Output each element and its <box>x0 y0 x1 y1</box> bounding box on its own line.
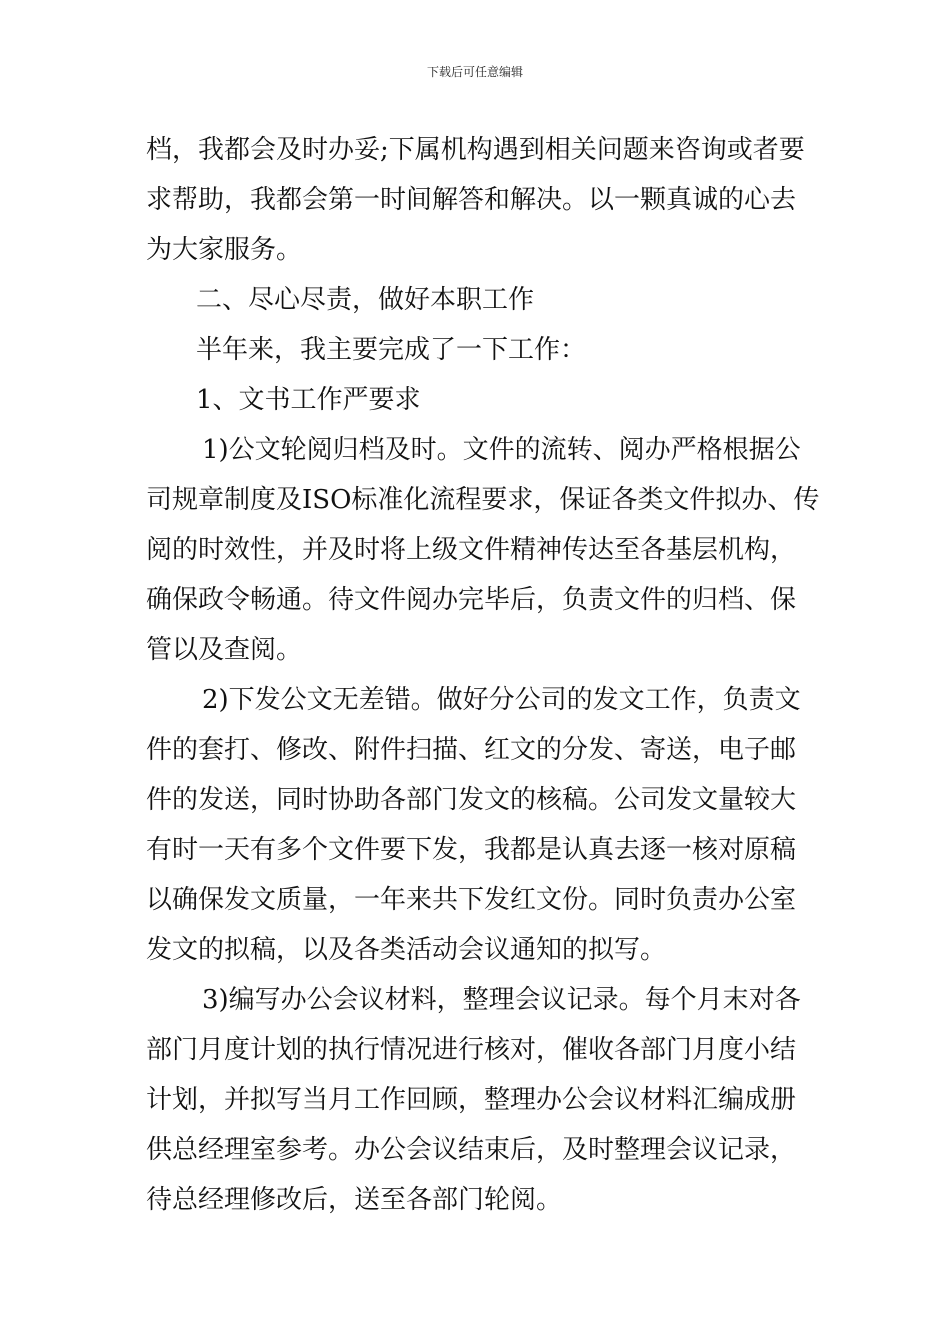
paragraph-start: 3)编写办公会议材料，整理会议记录。每个月末对各 <box>202 985 801 1015</box>
text-line: 供总经理室参考。办公会议结束后，及时整理会议记录， <box>146 1135 797 1165</box>
text-line: 求帮助，我都会第一时间解答和解决。以一颗真诚的心去 <box>146 185 797 215</box>
text-line: 件的套打、修改、附件扫描、红文的分发、寄送，电子邮 <box>146 735 797 765</box>
text-line: 部门月度计划的执行情况进行核对，催收各部门月度小结 <box>146 1035 797 1065</box>
text-line: 计划，并拟写当月工作回顾，整理办公会议材料汇编成册 <box>146 1085 797 1115</box>
text-line: 阅的时效性，并及时将上级文件精神传达至各基层机构， <box>146 535 797 565</box>
text-line: 半年来，我主要完成了一下工作： <box>196 335 587 365</box>
document-body <box>146 125 820 1225</box>
page-header: 下载后可任意编辑 <box>426 65 523 79</box>
text-line: 确保政令畅通。待文件阅办完毕后，负责文件的归档、保 <box>146 585 797 615</box>
text-line: 发文的拟稿，以及各类活动会议通知的拟写。 <box>146 935 667 965</box>
text-line: 以确保发文质量，一年来共下发红文份。同时负责办公室 <box>146 885 797 915</box>
text-line: 司规章制度及ISO标准化流程要求，保证各类文件拟办、传 <box>146 485 820 515</box>
section-heading: 二、尽心尽责，做好本职工作 <box>196 285 535 315</box>
text-line: 档，我都会及时办妥;下属机构遇到相关问题来咨询或者要 <box>146 135 805 165</box>
subsection-heading: 1、文书工作严要求 <box>196 385 421 415</box>
paragraph-start: 2)下发公文无差错。做好分公司的发文工作，负责文 <box>202 685 801 715</box>
text-line: 为大家服务。 <box>146 235 303 265</box>
text-line: 管以及查阅。 <box>146 635 303 665</box>
paragraph-start: 1)公文轮阅归档及时。文件的流转、阅办严格根据公 <box>202 435 801 465</box>
text-line: 有时一天有多个文件要下发，我都是认真去逐一核对原稿 <box>146 835 797 865</box>
text-line: 件的发送，同时协助各部门发文的核稿。公司发文量较大 <box>146 785 797 815</box>
text-line: 待总经理修改后，送至各部门轮阅。 <box>146 1185 563 1215</box>
